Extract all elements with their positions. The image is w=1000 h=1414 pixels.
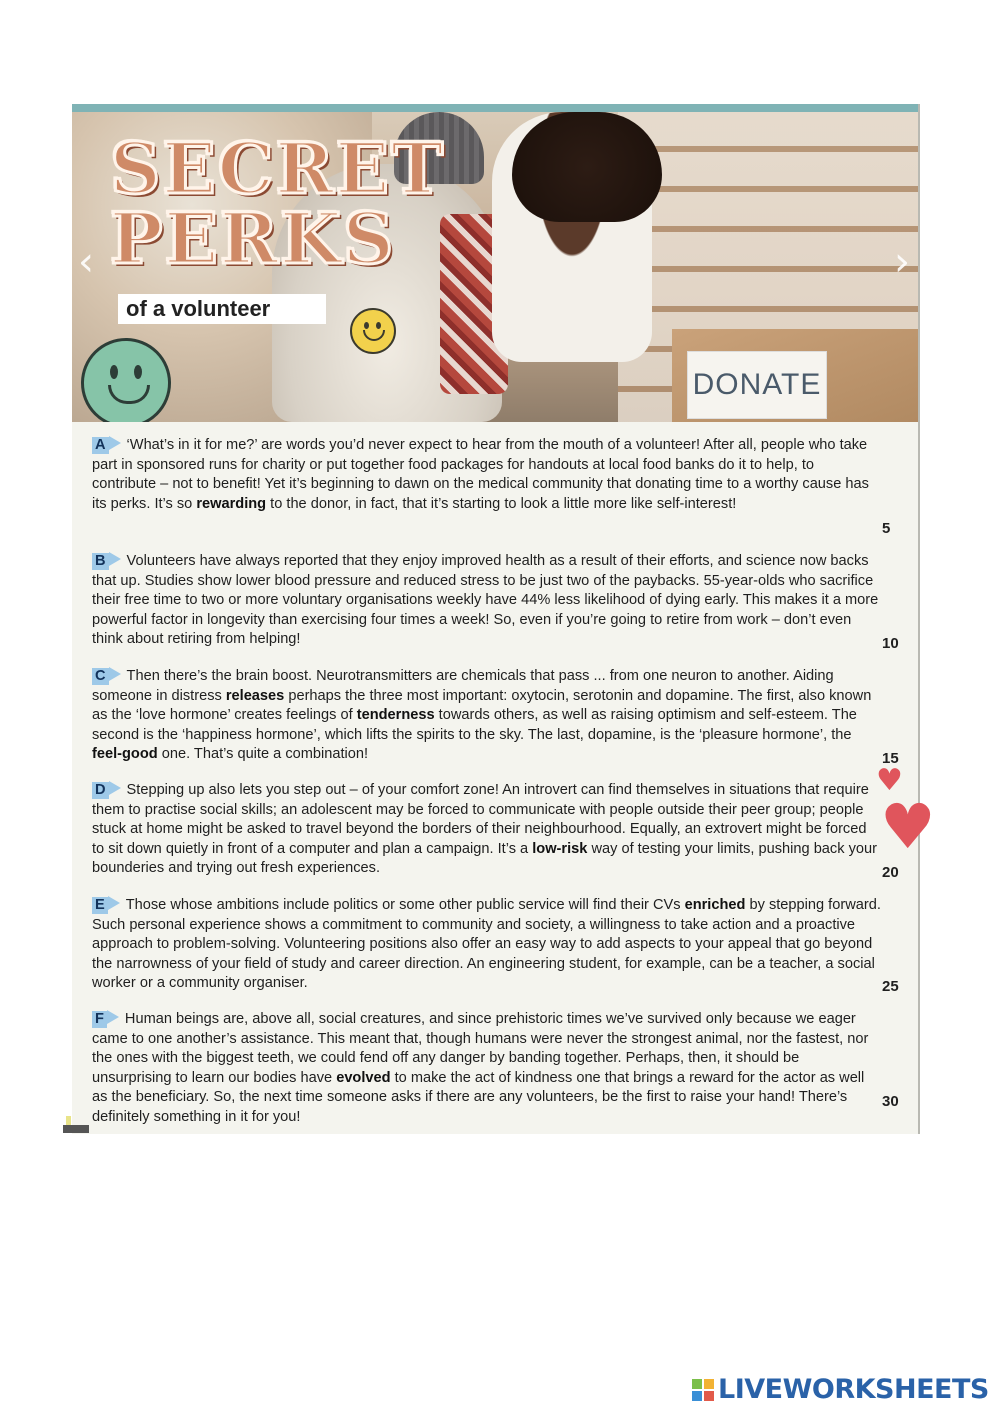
bold-keyword: low-risk [532,840,588,857]
paragraph-letter-f: F [92,1011,107,1028]
margin-marker [63,1125,89,1133]
line-number-10: 10 [882,635,899,652]
line-number-15: 15 [882,750,899,767]
paragraph-letter-d: D [92,782,109,799]
triangle-pointer-icon [109,781,121,795]
title-line-2: PERKS [110,197,396,280]
liveworksheets-brand: LIVEWORKSHEETS [718,1374,989,1405]
paragraph-letter-b: B [92,553,109,570]
paragraph-text: Those whose ambitions include politics or some other public service will find their CVs [125,897,685,913]
paragraph-letter-e: E [92,897,108,914]
triangle-pointer-icon [108,896,120,910]
line-number-25: 25 [882,978,899,995]
triangle-pointer-icon [107,1010,119,1024]
bold-keyword: feel-good [92,746,158,763]
article-sheet [72,104,920,1134]
liveworksheets-logo[interactable] [692,1374,989,1405]
title-line-1: SECRET [110,127,446,210]
article-subtitle: of a volunteer [118,294,326,324]
paragraph-a [92,436,882,514]
paragraph-text: Human beings are, above all, social creatures, and since prehistoric times we’ve survived only because we eager came to one another’s assistance. This meant that, though humans were never the strongest animal, nor the fastest, nor the ones with the biggest teeth, we could fend off any danger by banding together. Perhaps, then, it should be unsurprising to learn our bodies have [92,1011,869,1086]
article-banner [72,104,918,422]
article-title [110,127,446,280]
triangle-pointer-icon [109,436,121,450]
paragraph-f [92,1010,882,1128]
paragraph-text: Volunteers have always reported that they enjoy improved health as a result of their efforts, and science now backs that up. Studies show lower blood pressure and reduced stress to be just two of the paybacks. 55-year-olds who sacrifice their free time to two or more voluntary organisations weekly have 44% less likelihood of dying early. This makes it a more powerful factor in longevity than exercising four times a week! So, even if you’re going to retire from work – don’t even think about retiring from helping! [92,553,879,648]
bold-keyword: evolved [336,1069,391,1086]
bold-keyword: enriched [684,897,746,913]
paragraph-text: Then there’s the brain boost. Neurotransmitters are chemicals that pass ... from one neuron to another. Aiding someone in distress [92,668,834,704]
bold-keyword: rewarding [196,495,267,512]
prev-arrow-icon[interactable]: ‹ [78,239,94,285]
paragraph-text: to make the act of kindness one that brings a reward for the actor as well as the beneficiary. So, the next time someone asks if there are any volunteers, be the first to raise your hand! There’s definitely something in it for you! [92,1069,865,1125]
paragraph-text: perhaps the three most important: oxytocin, serotonin and dopamine. The first, also known as the ‘love hormone’ creates feelings of [92,687,872,724]
paragraph-d [92,781,882,879]
green-smiley-icon [81,338,171,422]
small-heart-icon: ♥ [876,763,903,798]
paragraph-text: one. That’s quite a combination! [157,746,369,763]
heartbeat-heart-icon: ♥ [880,790,936,863]
line-number-20: 20 [882,864,899,881]
triangle-pointer-icon [109,667,121,681]
bold-keyword: tenderness [356,707,435,724]
paragraph-b [92,552,882,650]
liveworksheets-logo-icon [692,1379,714,1401]
next-arrow-icon[interactable]: › [894,239,910,285]
paragraph-text: to the donor, in fact, that it’s starting to look a little more like self-interest! [266,495,737,512]
paragraph-text: Stepping up also lets you step out – of your comfort zone! An introvert can find themselves in situations that require them to practise social skills; an adolescent may be forced to communicate with people outside their peer group; people stuck at home might be asked to travel beyond the borders of their neighbourhood. Equally, an extrovert might be forced to sit down quietly in front of a computer and plan a campaign. It’s a [92,782,869,857]
paragraph-e [92,896,882,994]
donate-label: DONATE [687,351,827,419]
yellow-smiley-icon [350,308,396,354]
volunteer-hair [512,112,662,222]
paragraph-c [92,667,882,765]
line-number-5: 5 [882,520,891,537]
paragraph-text: way of testing your limits, pushing back your bounderies and trying out fresh experiences. [92,840,877,877]
paragraph-text: by stepping forward. Such personal experience shows a commitment to community and society, a willingness to take action and a proactive approach to problem-solving. Volunteering positions also offer an easy way to add aspects to your appeal that go beyond the narrowness of your field of study and career direction. An engineering student, for example, can be a teacher, a social worker or a community organiser. [92,897,881,992]
paragraph-text: towards others, as well as raising optimism and self-esteem. The second is the ‘happiness hormone’, which lifts the spirits to the sky. The last, dopamine, is the ‘pleasure hormone’, the [92,707,857,743]
paragraph-text: ‘What’s in it for me?’ are words you’d never expect to hear from the mouth of a volunteer! After all, people who take part in sponsored runs for charity or put together food packages for handouts at local food banks do it to help, to contribute – not to benefit! Yet it’s beginning to dawn on the medical community that donating time to a worthy cause has its perks. It’s so [92,437,869,512]
paragraph-letter-a: A [92,437,109,454]
paragraph-letter-c: C [92,668,109,685]
line-number-30: 30 [882,1093,899,1110]
triangle-pointer-icon [109,552,121,566]
bold-keyword: releases [225,687,285,704]
